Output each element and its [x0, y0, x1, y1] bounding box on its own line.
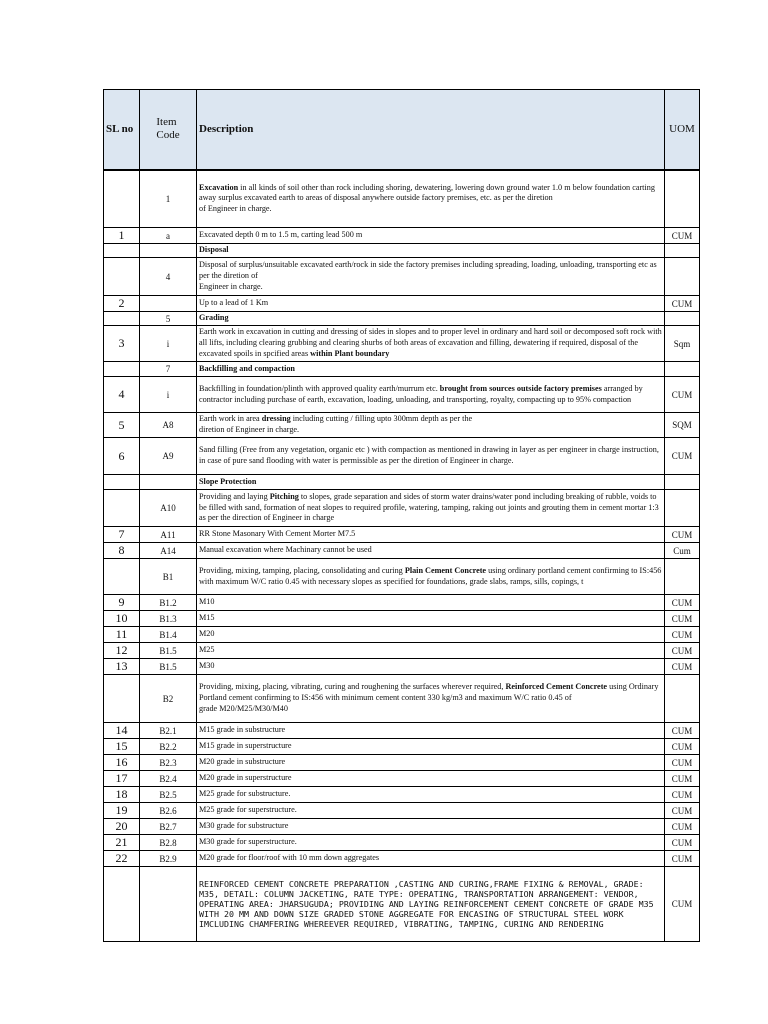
description-segment: M15 [199, 613, 215, 623]
description-text [199, 414, 662, 436]
description-text [199, 245, 662, 256]
item-code-cell: 1 [140, 170, 197, 228]
sl-no-cell: 10 [104, 611, 140, 627]
description-text [199, 260, 662, 292]
item-code-cell: i [140, 377, 197, 413]
uom-cell: CUM [665, 771, 700, 787]
table-row [104, 362, 700, 377]
description-segment: M20 grade for floor/roof with 10 mm down aggregates [199, 853, 380, 863]
description-segment: Earth work in area [199, 414, 262, 424]
description-cell [197, 867, 665, 942]
sl-no-cell: 15 [104, 739, 140, 755]
sl-no-cell [104, 559, 140, 595]
description-cell [197, 771, 665, 787]
description-cell [197, 595, 665, 611]
description-segment: Manual excavation where Machinary cannot be used [199, 545, 372, 555]
item-code-cell: A9 [140, 438, 197, 475]
item-code-cell: B1.2 [140, 595, 197, 611]
description-text [199, 879, 662, 930]
uom-cell: Sqm [665, 326, 700, 362]
description-text [199, 597, 662, 608]
item-code-cell [140, 867, 197, 942]
uom-cell [665, 362, 700, 377]
sl-no-cell: 8 [104, 543, 140, 559]
table-row [104, 611, 700, 627]
sl-no-cell: 19 [104, 803, 140, 819]
uom-cell: Cum [665, 543, 700, 559]
description-text [199, 837, 662, 848]
table-row [104, 739, 700, 755]
description-segment: in all kinds of soil other than rock including shoring, dewatering, lowering down ground water 1.0 m below foundation carting away surplus excavated earth to areas of disposal anywhere outside factory premises, etc. as per the diretion of Engineer in charge. [199, 182, 655, 214]
sl-no-cell: 17 [104, 771, 140, 787]
sl-no-cell: 13 [104, 659, 140, 675]
description-segment: arranged by contractor including purchase of earth, excavation, loading, unloading, and transporting, royalty, compacting up to 95% compaction [199, 383, 643, 404]
description-segment: Providing, mixing, placing, vibrating, curing and roughening the surfaces wherever required, [199, 682, 506, 692]
table-row [104, 527, 700, 543]
sl-no-cell: 6 [104, 438, 140, 475]
item-code-cell: B2.3 [140, 755, 197, 771]
table-row [104, 867, 700, 942]
description-segment: to slopes, grade separation and sides of storm water drains/water pond including breaking of rubble, voids to be filled with sand, formation of neat slopes to required profile, watering, tamping, raking out joints and grouting them in cement mortar 1:3 as per the direction of Engineer in charge [199, 491, 659, 523]
sl-no-cell [104, 244, 140, 258]
uom-cell: CUM [665, 739, 700, 755]
description-cell [197, 413, 665, 438]
description-cell [197, 296, 665, 312]
uom-cell: CUM [665, 723, 700, 739]
description-cell [197, 803, 665, 819]
description-cell [197, 490, 665, 527]
description-segment: M15 grade in superstructure [199, 741, 292, 751]
description-cell [197, 755, 665, 771]
sl-no-cell: 21 [104, 835, 140, 851]
description-text [199, 313, 662, 324]
description-text [199, 853, 662, 864]
table-row [104, 475, 700, 490]
description-bold-segment: Reinforced Cement Concrete [505, 682, 608, 692]
description-text [199, 661, 662, 672]
uom-cell: CUM [665, 627, 700, 643]
table-row [104, 835, 700, 851]
description-text [199, 545, 662, 556]
item-code-cell: B2.5 [140, 787, 197, 803]
description-text [199, 725, 662, 736]
table-row [104, 595, 700, 611]
description-segment: M20 [199, 629, 215, 639]
description-segment: Providing and laying [199, 491, 270, 501]
table-row [104, 296, 700, 312]
uom-cell: CUM [665, 377, 700, 413]
uom-cell [665, 490, 700, 527]
description-text [199, 364, 662, 375]
description-text [199, 629, 662, 640]
description-cell [197, 258, 665, 296]
header-description: Description [197, 90, 665, 170]
description-text [199, 773, 662, 784]
sl-no-cell [104, 675, 140, 723]
item-code-cell: B1 [140, 559, 197, 595]
table-row [104, 170, 700, 228]
description-cell [197, 312, 665, 326]
uom-cell: CUM [665, 595, 700, 611]
table-row [104, 413, 700, 438]
description-text [199, 613, 662, 624]
description-cell [197, 659, 665, 675]
table-row [104, 377, 700, 413]
table-row [104, 659, 700, 675]
sl-no-cell [104, 475, 140, 490]
description-text [199, 645, 662, 656]
uom-cell: CUM [665, 527, 700, 543]
uom-cell: CUM [665, 787, 700, 803]
description-cell [197, 438, 665, 475]
description-text [199, 821, 662, 832]
sl-no-cell: 18 [104, 787, 140, 803]
table-row [104, 643, 700, 659]
description-cell [197, 739, 665, 755]
item-code-cell: B2.6 [140, 803, 197, 819]
table-row [104, 490, 700, 527]
table-row [104, 803, 700, 819]
sl-no-cell: 9 [104, 595, 140, 611]
table-row [104, 312, 700, 326]
item-code-cell: B2.2 [140, 739, 197, 755]
description-segment: M25 grade for substructure. [199, 789, 291, 799]
description-cell [197, 362, 665, 377]
header-item-code-label: Item Code [156, 116, 180, 142]
sl-no-cell: 16 [104, 755, 140, 771]
sl-no-cell: 11 [104, 627, 140, 643]
sl-no-cell: 20 [104, 819, 140, 835]
table-row [104, 675, 700, 723]
description-cell [197, 377, 665, 413]
description-segment: RR Stone Masonary With Cement Morter M7.5 [199, 529, 356, 539]
description-bold-segment: Pitching [269, 491, 299, 501]
uom-cell: SQM [665, 413, 700, 438]
description-cell [197, 835, 665, 851]
header-uom: UOM [665, 90, 700, 170]
item-code-cell: B2 [140, 675, 197, 723]
sl-no-cell [104, 170, 140, 228]
item-code-cell: B1.4 [140, 627, 197, 643]
item-code-cell: B2.8 [140, 835, 197, 851]
table-row [104, 723, 700, 739]
description-text [199, 327, 662, 359]
sl-no-cell: 14 [104, 723, 140, 739]
item-code-cell: i [140, 326, 197, 362]
description-text [199, 566, 662, 588]
sl-no-cell: 22 [104, 851, 140, 867]
table-row [104, 771, 700, 787]
uom-cell [665, 475, 700, 490]
description-segment: REINFORCED CEMENT CONCRETE PREPARATION ,CASTING AND CURING,FRAME FIXING & REMOVAL, GRADE: M35, DETAIL: COLUMN JACKETING, RATE TYPE: OPERATING, TRANSPORTATION ARRANGEMENT: VENDOR, OPERATING AREA: JHARSUGUDA; PROVIDING AND LAYING REINFORCEMENT CEMENT CONCRETE OF GRADE M35 WITH 20 MM AND DOWN SIZE GRADED STONE AGGREGATE FOR ENCASING OF STRUCTURAL STEEL WORK IMCLUDING CHAMFERING WHEREEVER REQUIRED, VIBRATING, TAMPING, CURING AND RENDERING [199, 878, 654, 930]
item-code-cell [140, 475, 197, 490]
description-cell [197, 527, 665, 543]
description-segment: M30 [199, 661, 215, 671]
description-text [199, 477, 662, 488]
uom-cell: CUM [665, 803, 700, 819]
description-segment: M25 [199, 645, 215, 655]
uom-cell: CUM [665, 611, 700, 627]
description-text [199, 741, 662, 752]
table-row [104, 326, 700, 362]
description-text [199, 230, 662, 241]
table-row [104, 755, 700, 771]
item-code-cell: A14 [140, 543, 197, 559]
item-code-cell: B1.5 [140, 659, 197, 675]
sl-no-cell [104, 362, 140, 377]
item-code-cell [140, 296, 197, 312]
description-text [199, 529, 662, 540]
description-cell [197, 787, 665, 803]
table-row [104, 627, 700, 643]
description-cell [197, 228, 665, 244]
description-text [199, 789, 662, 800]
uom-cell: CUM [665, 819, 700, 835]
item-code-cell: B2.4 [140, 771, 197, 787]
sl-no-cell: 5 [104, 413, 140, 438]
sl-no-cell: 3 [104, 326, 140, 362]
description-cell [197, 851, 665, 867]
table-row [104, 559, 700, 595]
uom-cell: CUM [665, 659, 700, 675]
uom-cell: CUM [665, 851, 700, 867]
description-text [199, 298, 662, 309]
sl-no-cell [104, 312, 140, 326]
table-row [104, 851, 700, 867]
sl-no-cell: 1 [104, 228, 140, 244]
uom-cell [665, 244, 700, 258]
description-segment: using ordinary portland cement confirming to IS:456 with maximum W/C ratio 0.45 with necessary slopes as specified for foundations, grade slabs, ramps, sills, copings, t [199, 565, 662, 586]
table-row [104, 258, 700, 296]
description-cell [197, 559, 665, 595]
uom-cell [665, 312, 700, 326]
description-cell [197, 723, 665, 739]
description-segment: M15 grade in substructure [199, 725, 286, 735]
table-body [104, 90, 700, 942]
description-segment: M20 grade in superstructure [199, 773, 292, 783]
description-cell [197, 244, 665, 258]
item-code-cell [140, 244, 197, 258]
item-code-cell: B2.9 [140, 851, 197, 867]
table-row [104, 228, 700, 244]
uom-cell [665, 258, 700, 296]
description-text [199, 682, 662, 714]
table-row [104, 244, 700, 258]
description-bold-segment: Plain Cement Concrete [404, 565, 487, 575]
uom-cell: CUM [665, 296, 700, 312]
schedule-of-rates-table [103, 89, 700, 942]
description-segment: Earth work in excavation in cutting and dressing of sides in slopes and to proper level in ordinary and hard soil or decomposed soft rock with all lifts, including clearing grubbing and clearing shurbs of both areas of excavation and filling, dewatering if required, disposal of the excavated spoils in spcified areas [199, 327, 662, 358]
header-sl-no: SL no [104, 90, 140, 170]
item-code-cell: A10 [140, 490, 197, 527]
header-row [104, 90, 700, 170]
sl-no-cell: 2 [104, 296, 140, 312]
uom-cell: CUM [665, 835, 700, 851]
sl-no-cell: 12 [104, 643, 140, 659]
description-bold-segment: Slope Protection [199, 476, 257, 486]
header-item-code [140, 90, 197, 170]
description-bold-segment: Disposal [199, 245, 229, 255]
sl-no-cell [104, 258, 140, 296]
description-bold-segment: within Plant boundary [310, 348, 390, 358]
description-bold-segment: Excavation [199, 182, 239, 192]
item-code-cell: B2.7 [140, 819, 197, 835]
uom-cell [665, 170, 700, 228]
description-segment: Excavated depth 0 m to 1.5 m, carting lead 500 m [199, 230, 363, 240]
table-row [104, 438, 700, 475]
uom-cell: CUM [665, 643, 700, 659]
uom-cell: CUM [665, 867, 700, 942]
description-cell [197, 819, 665, 835]
description-text [199, 445, 662, 467]
item-code-cell: a [140, 228, 197, 244]
description-segment: Providing, mixing, tamping, placing, consolidating and curing [199, 565, 405, 575]
description-text [199, 492, 662, 524]
description-cell [197, 543, 665, 559]
table-row [104, 787, 700, 803]
description-text [199, 183, 662, 215]
uom-cell: CUM [665, 228, 700, 244]
description-text [199, 805, 662, 816]
description-segment: Sand filling (Free from any vegetation, organic etc ) with compaction as mentioned in drawing in layer as per engineer in charge instruction, in case of pure sand flooding with water is permissible as per the diretion of Engineer in charge. [199, 445, 659, 465]
uom-cell: CUM [665, 438, 700, 475]
sl-no-cell: 4 [104, 377, 140, 413]
description-segment: Disposal of surplus/unsuitable excavated earth/rock in side the factory premises including spreading, loading, unloading, transporting etc as per the diretion of Engineer in charge. [199, 260, 657, 291]
description-cell [197, 475, 665, 490]
description-segment: M30 grade for superstructure. [199, 837, 297, 847]
description-segment: M25 grade for superstructure. [199, 805, 297, 815]
item-code-cell: 4 [140, 258, 197, 296]
sl-no-cell [104, 867, 140, 942]
description-cell [197, 627, 665, 643]
uom-cell: CUM [665, 755, 700, 771]
item-code-cell: B2.1 [140, 723, 197, 739]
description-bold-segment: Backfilling and compaction [199, 363, 295, 373]
description-segment: including cutting / filling upto 300mm depth as per the diretion of Engineer in charge. [199, 414, 473, 434]
description-segment: Backfilling in foundation/plinth with approved quality earth/murrum etc. [199, 383, 440, 393]
description-segment: using Ordinary Portland cement confirming to IS:456 with minimum cement content 330 kg/m3 and maximum W/C ratio 0.45 of grade M20/M25/M30/M40 [199, 682, 659, 713]
item-code-cell: B1.3 [140, 611, 197, 627]
description-cell [197, 675, 665, 723]
uom-cell [665, 675, 700, 723]
description-cell [197, 611, 665, 627]
description-segment: M10 [199, 597, 215, 607]
description-text [199, 757, 662, 768]
description-cell [197, 170, 665, 228]
description-segment: M20 grade in substructure [199, 757, 286, 767]
description-bold-segment: Grading [199, 313, 229, 323]
description-bold-segment: dressing [261, 414, 291, 424]
description-segment: M30 grade for substructure [199, 821, 289, 831]
description-segment: Up to a lead of 1 Km [199, 298, 269, 308]
uom-cell [665, 559, 700, 595]
item-code-cell: A11 [140, 527, 197, 543]
item-code-cell: 5 [140, 312, 197, 326]
sl-no-cell [104, 490, 140, 527]
item-code-cell: B1.5 [140, 643, 197, 659]
description-cell [197, 643, 665, 659]
description-text [199, 384, 662, 406]
item-code-cell: A8 [140, 413, 197, 438]
description-bold-segment: brought from sources outside factory premises [439, 383, 602, 393]
item-code-cell: 7 [140, 362, 197, 377]
sl-no-cell: 7 [104, 527, 140, 543]
table-row [104, 819, 700, 835]
description-cell [197, 326, 665, 362]
table-row [104, 543, 700, 559]
